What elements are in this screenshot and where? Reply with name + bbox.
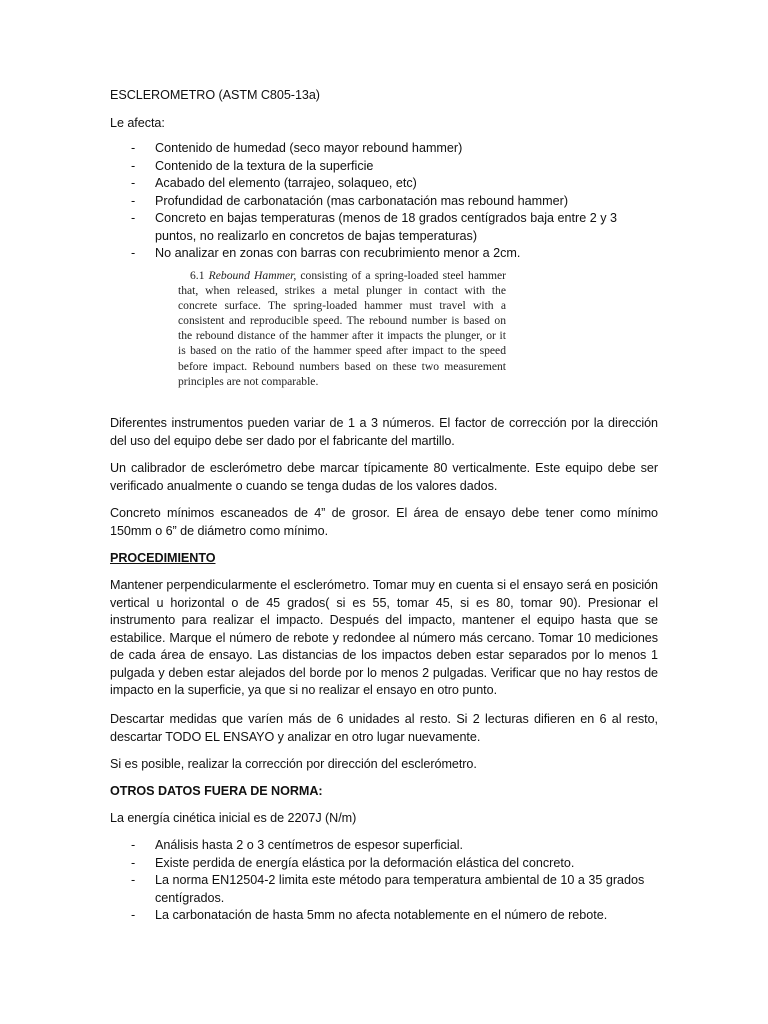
dash-bullet: -: [131, 158, 136, 173]
instruments-paragraph: Diferentes instrumentos pueden variar de 1 a 3 números. El factor de corrección por la dirección del uso del equipo debe ser dado por el fabricante del martillo.: [110, 416, 658, 448]
list-item: - Análisis hasta 2 o 3 centímetros de espesor superficial.: [110, 837, 658, 855]
excerpt-term: Rebound Hammer,: [208, 269, 297, 282]
affects-list: [110, 140, 658, 263]
energy-paragraph: La energía cinética inicial es de 2207J (N/m): [110, 811, 357, 825]
dash-bullet: -: [131, 193, 136, 208]
dash-bullet: -: [131, 855, 136, 870]
dash-bullet: -: [131, 141, 136, 155]
list-item: - No analizar en zonas con barras con recubrimiento menor a 2cm.: [110, 245, 658, 263]
list-item: - Profundidad de carbonatación (mas carbonatación mas rebound hammer): [110, 193, 658, 211]
correction-paragraph: Si es posible, realizar la corrección por dirección del esclerómetro.: [110, 757, 477, 771]
list-item: - Contenido de humedad (seco mayor rebound hammer): [110, 140, 658, 158]
discard-paragraph: Descartar medidas que varíen más de 6 unidades al resto. Si 2 lecturas difieren en 6 al resto, descartar TODO EL ENSAYO y analizar en otro lugar nuevamente.: [110, 712, 658, 744]
calibrator-paragraph: Un calibrador de esclerómetro debe marcar típicamente 80 verticalmente. Este equipo debe ser verificado anualmente o cuando se tenga dudas de los valores dados.: [110, 461, 658, 493]
list-item: - Acabado del elemento (tarrajeo, solaqueo, etc): [110, 175, 658, 193]
affects-heading: Le afecta:: [110, 116, 165, 130]
document-title: ESCLEROMETRO (ASTM C805-13a): [110, 88, 320, 102]
excerpt-number: 6.1: [190, 269, 205, 282]
list-item: - Existe perdida de energía elástica por la deformación elástica del concreto.: [110, 855, 658, 873]
dash-bullet: -: [131, 211, 136, 225]
list-item: - Contenido de la textura de la superficie: [110, 158, 658, 176]
other-data-list: [110, 837, 658, 925]
list-item: - La norma EN12504-2 limita este método para temperatura ambiental de 10 a 35 grados centígrados.: [131, 873, 645, 905]
minimum-paragraph: Concreto mínimos escaneados de 4” de grosor. El área de ensayo debe tener como mínimo 150mm o 6” de diámetro como mínimo.: [110, 506, 658, 538]
astm-excerpt-image: [178, 268, 506, 389]
dash-bullet: -: [131, 838, 136, 852]
dash-bullet: -: [131, 176, 136, 190]
list-item: - La carbonatación de hasta 5mm no afecta notablemente en el número de rebote.: [110, 907, 658, 925]
list-item: - Concreto en bajas temperaturas (menos de 18 grados centígrados baja entre 2 y 3 puntos, no realizarlo en concretos de bajas temperaturas): [131, 211, 618, 243]
dash-bullet: -: [131, 873, 136, 887]
procedure-heading: PROCEDIMIENTO: [110, 551, 216, 565]
other-data-heading: OTROS DATOS FUERA DE NORMA:: [110, 784, 323, 798]
dash-bullet: -: [131, 908, 136, 922]
excerpt-body: consisting of a spring-loaded steel hammer that, when released, strikes a metal plunger in contact with the concrete surface. The spring-loaded hammer must travel with a consistent and reproducible speed. The rebound number is based on the rebound distance of the hammer after it impacts the plunger, or it is based on the ratio of the hammer speed after impact to the speed before impact. Rebound numbers based on these two measurement principles are not comparable.: [178, 269, 507, 388]
dash-bullet: -: [131, 246, 136, 260]
procedure-paragraph: Mantener perpendicularmente el esclerómetro. Tomar muy en cuenta si el ensayo será en posición vertical u horizontal o de 45 grados( si es 55, tomar 45, si es 80, tomar 90). Presionar el instrumento para realizar el impacto. Después del impacto, mantener el equipo hasta que se estabilice. Marque el número de rebote y redondee al número más cercano. Tomar 10 mediciones de cada área de ensayo. Las distancias de los impactos deben estar separados por lo menos 1 pulgada y deben estar alejados del borde por lo menos 2 pulgadas. Verificar que no hay restos de impacto en la superficie, ya que si no realizar el ensayo en otro punto.: [110, 578, 658, 697]
